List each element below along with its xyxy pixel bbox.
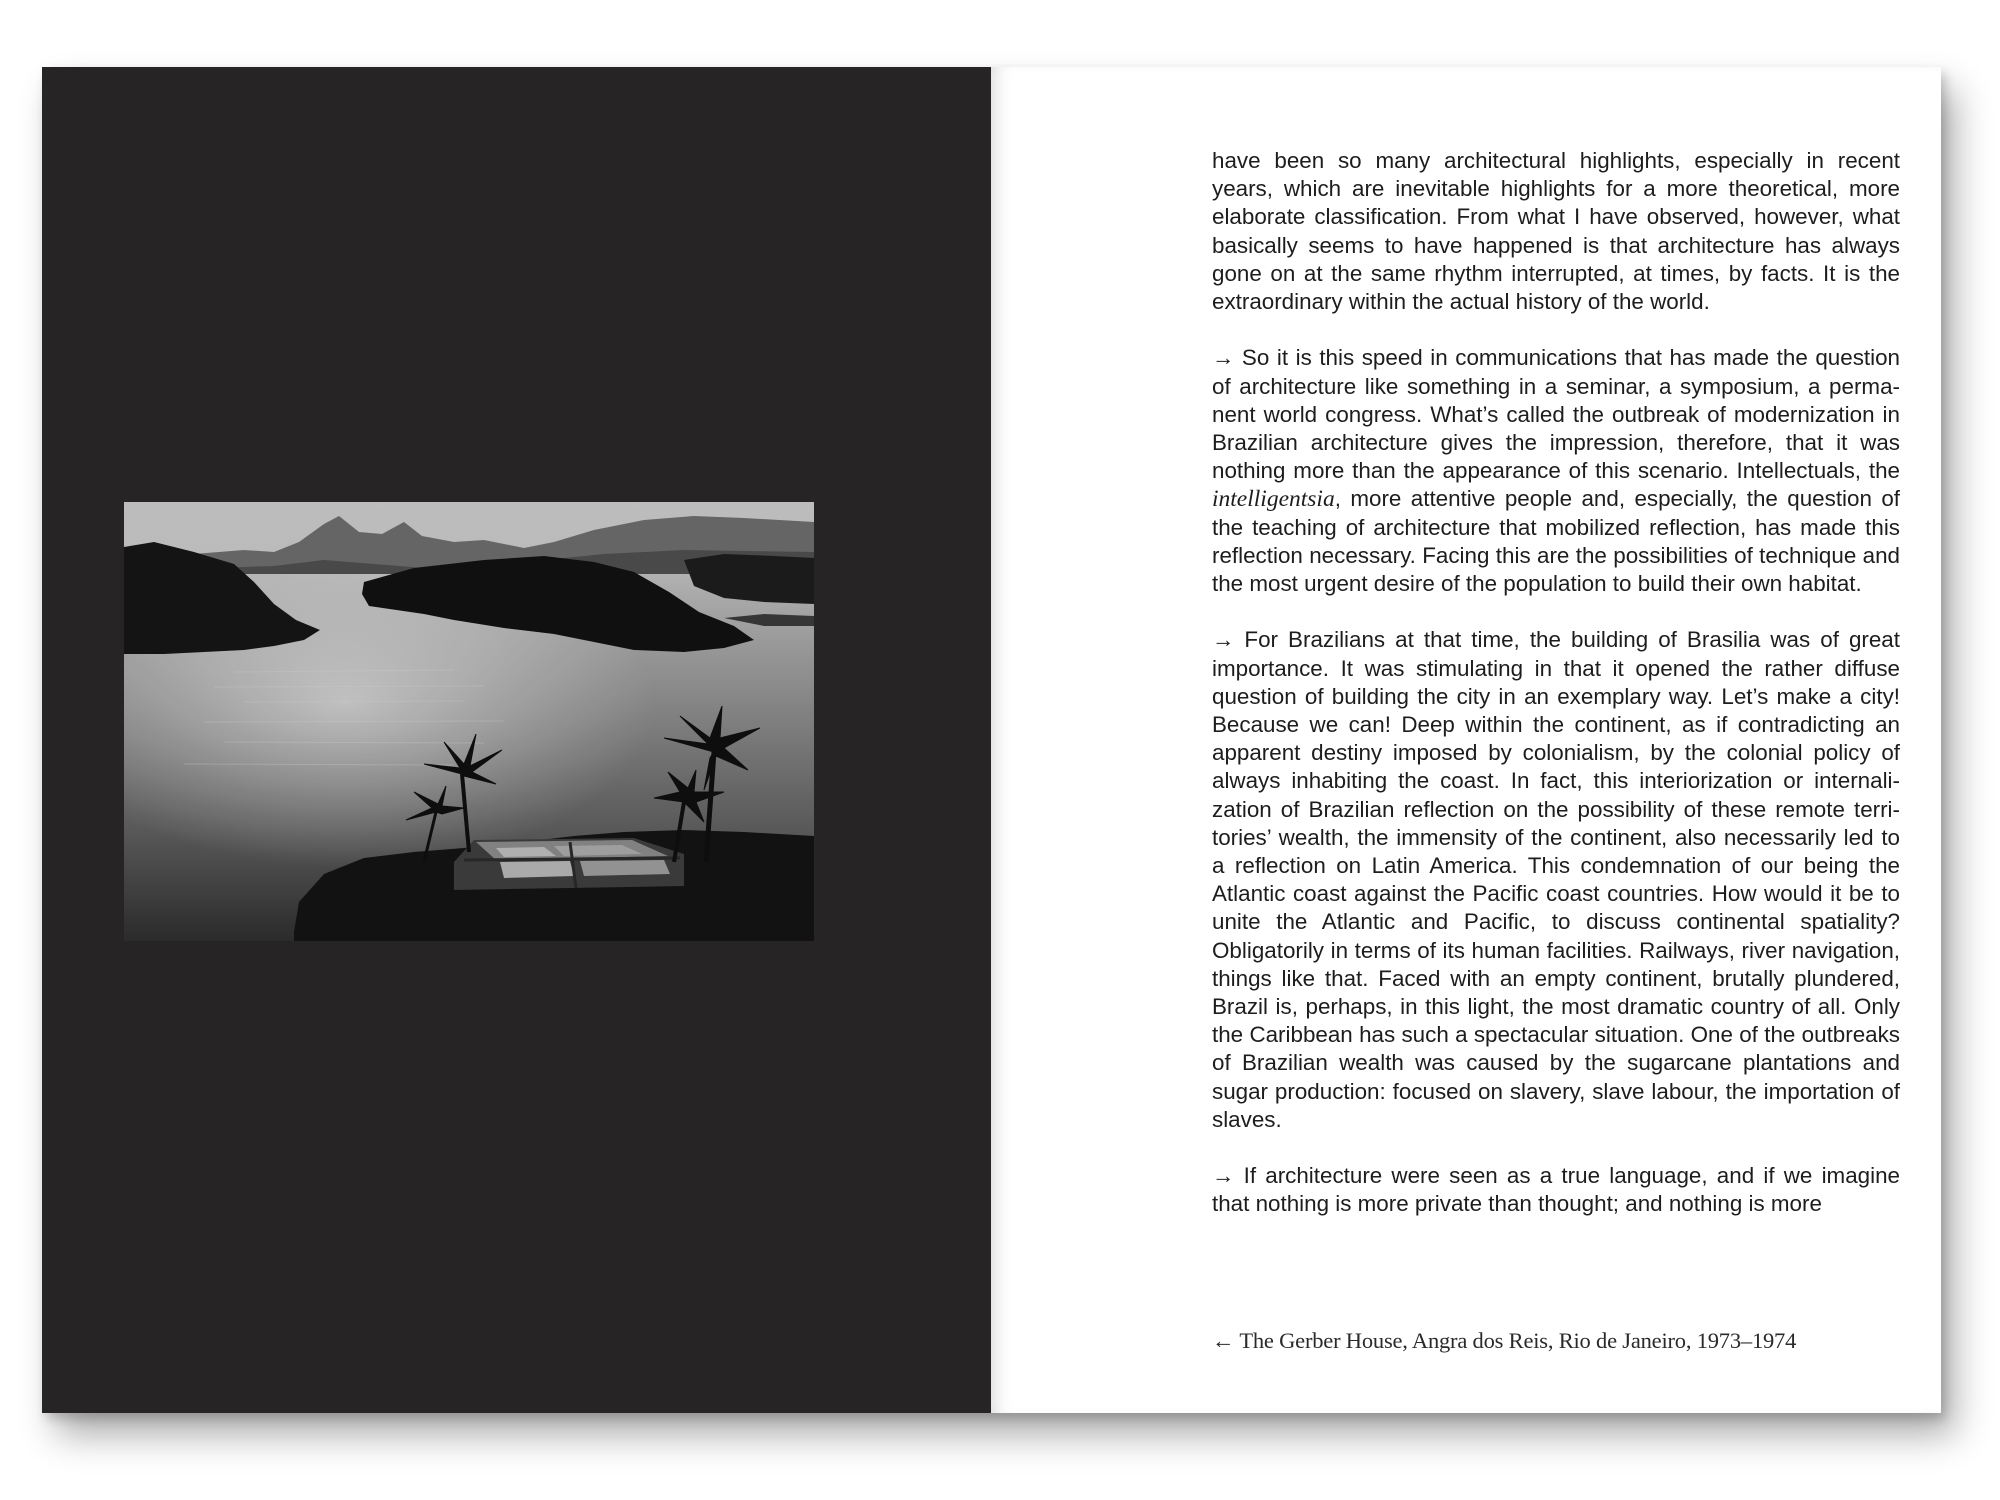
- italic-term: intelligentsia: [1212, 486, 1335, 513]
- paragraph-4: → If architecture were seen as a true language, and if we imagine that nothing is more private than thought; and nothing is more: [1212, 1163, 1900, 1217]
- photo-caption: ← The Gerber House, Angra dos Reis, Rio de Janeiro, 1973–1974: [1212, 1328, 1797, 1353]
- body-text: [1212, 147, 1900, 1219]
- left-page: [42, 67, 991, 1413]
- paragraph-2-part-b: , more attentive people and, especially, the question of the teaching of architecture that mobilized reflection, has made this reflection necessary. Facing this are the possibilities of technique and the most urgent desire of the population to build their own habitat.: [1212, 486, 1900, 597]
- right-page: [991, 67, 1941, 1413]
- paragraph-2: [1212, 344, 1900, 598]
- paragraph-2-part-a: → So it is this speed in communications that has made the question of architecture like something in a seminar, a symposium, a permanent world congress. What’s called the outbreak of modernization in Brazilian architecture gives the impression, therefore, that it was nothing more than the appearance of this scenario. Intellectuals, the: [1212, 345, 1900, 484]
- gerber-house-photo: [124, 502, 814, 941]
- paragraph-3: → For Brazilians at that time, the building of Brasilia was of great importance. It was stimulating in that it opened the rather diffuse question of building the city in an exemplary way. Let’s make a city! Because we can! Deep within the continent, as if contradicting an apparent destiny imposed by colonialism, by the colonial policy of always inhabiting the coast. In fact, this interiorization or internalization of Brazilian reflection on the possibility of these remote territories’ wealth, the immensity of the continent, also necessarily led to a reflection on Latin America. This condemnation of our being the Atlantic coast against the Pacific coast countries. How would it be to unite the Atlantic and Pacific, to discuss continental spatiality? Obligatorily in terms of its human facilities. Railways, river navigation, things like that. Faced with an empty continent, brutally plundered, Brazil is, perhaps, in this light, the most dramatic country of all. Only the Caribbean has such a spectacular situation. One of the outbreaks of Brazilian wealth was caused by the sugarcane plantations and sugar production: focused on slavery, slave labour, the importation of slaves.: [1212, 627, 1900, 1132]
- book-spread: [42, 67, 1941, 1413]
- paragraph-1: have been so many architectural highlights, especially in recent years, which are inevitable highlights for a more theoretical, more elaborate classification. From what I have observed, however, what basically seems to have happened is that architecture has always gone on at the same rhythm interrupted, at times, by facts. It is the extraordinary within the actual history of the world.: [1212, 148, 1900, 315]
